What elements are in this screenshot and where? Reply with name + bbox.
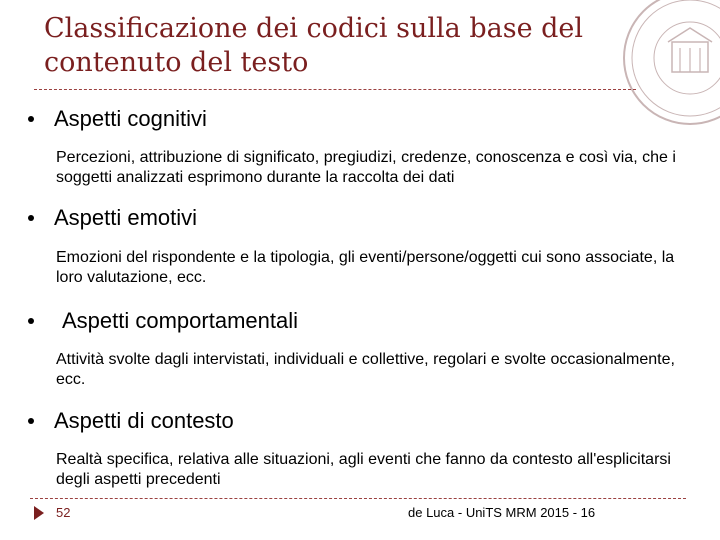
footer-author-course: de Luca - UniTS MRM 2015 - 16: [408, 505, 596, 520]
bullet-dot-icon: [28, 116, 34, 122]
title-divider: [34, 89, 636, 90]
page-number: 52: [56, 505, 71, 520]
bullet-dot-icon: [28, 318, 34, 324]
bullet-heading: Aspetti comportamentali: [62, 308, 298, 333]
bullet-heading: Aspetti di contesto: [54, 408, 234, 433]
footer-arrow-icon: [34, 506, 44, 520]
bullet-dot-icon: [28, 418, 34, 424]
bullet-heading: Aspetti emotivi: [54, 205, 198, 230]
bullet-heading: Aspetti cognitivi: [54, 106, 207, 131]
slide-title: Classificazione dei codici sulla base del contenuto del testo: [44, 13, 584, 78]
bullet-description: Emozioni del rispondente e la tipologia, gli eventi/persone/oggetti cui sono associate, la loro valutazione, ecc.: [56, 249, 675, 286]
bullet-dot-icon: [28, 215, 34, 221]
bullet-description: Percezioni, attribuzione di significato, pregiudizi, credenze, conoscenza e così via, che i soggetti analizzati esprimono durante la raccolta dei dati: [56, 149, 676, 186]
bullet-description: Attività svolte dagli intervistati, individuali e collettive, regolari e svolte occasionalmente, ecc.: [56, 351, 675, 388]
footer-divider: [30, 498, 686, 499]
bullet-description: Realtà specifica, relativa alle situazioni, agli eventi che fanno da contesto all'esplicitarsi degli aspetti precedenti: [56, 451, 671, 488]
